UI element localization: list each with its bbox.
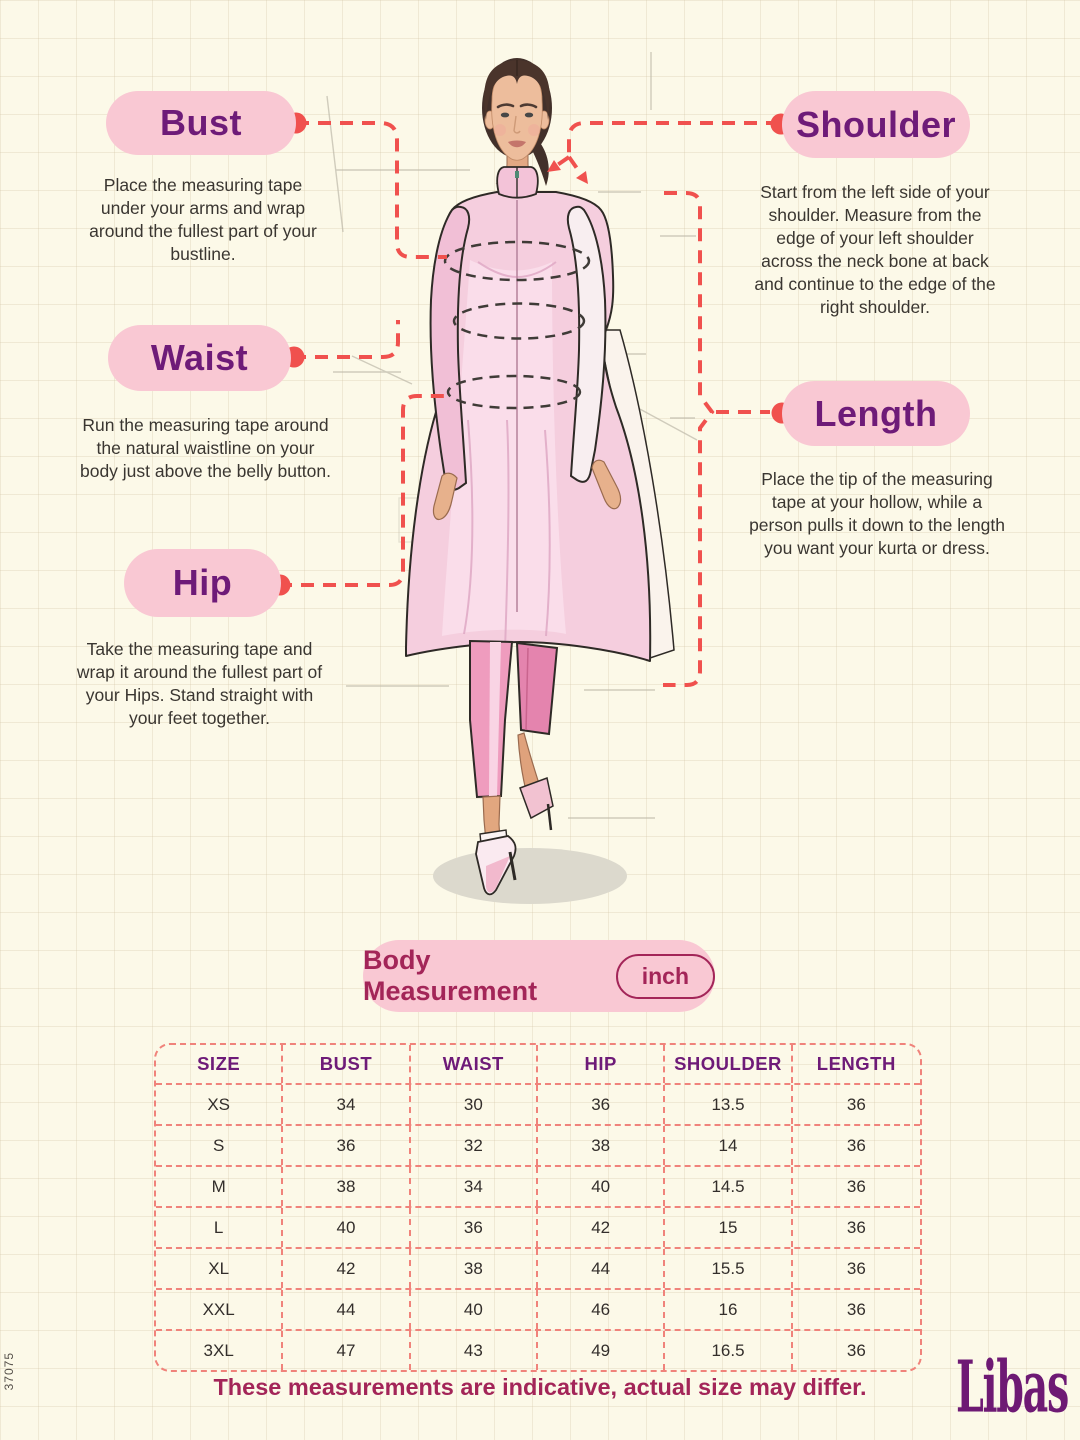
unit-badge-inch: inch: [616, 954, 715, 999]
hip-label: Hip: [172, 562, 233, 603]
table-cell: 38: [538, 1126, 665, 1165]
table-cell: 38: [283, 1167, 410, 1206]
table-cell: 16.5: [665, 1331, 792, 1370]
measurement-ellipses: [445, 242, 589, 408]
table-cell: 36: [846, 1094, 866, 1114]
table-row: [156, 1085, 920, 1126]
table-cell: 14: [665, 1126, 792, 1165]
length-label: Length: [814, 392, 938, 434]
body-measurement-bar: [363, 940, 715, 1012]
kurta-body: [406, 192, 650, 661]
side-code: 37075: [2, 1352, 16, 1391]
table-cell: 44: [538, 1249, 665, 1288]
table-cell: 34: [411, 1167, 538, 1206]
callout-pill-bust: [106, 91, 296, 155]
table-cell: 36: [846, 1258, 866, 1278]
callout-pill-length: [782, 381, 970, 446]
table-row: [156, 1126, 920, 1167]
bust-description: Place the measuring tape under your arms and wrap around the fullest part of your bustline.: [89, 175, 317, 265]
waist-label: Waist: [150, 337, 249, 378]
table-cell: 44: [283, 1290, 410, 1329]
table-row: [156, 1208, 920, 1249]
size-table: [154, 1043, 922, 1372]
length-description: Place the tip of the measuring tape at your hollow, while a person pulls it down to the length you want your kurta or dress.: [749, 469, 1005, 559]
table-header-cell: LENGTH: [816, 1053, 896, 1074]
callout-pill-shoulder: [782, 91, 970, 158]
table-header-cell: BUST: [283, 1045, 410, 1083]
shoulder-arrowheads: [547, 160, 588, 184]
ground-shadow: [433, 848, 627, 904]
hip-ellipse: [448, 376, 580, 408]
table-header-cell: HIP: [538, 1045, 665, 1083]
table-cell: 40: [283, 1208, 410, 1247]
table-cell: 40: [538, 1167, 665, 1206]
table-cell: 36: [411, 1208, 538, 1247]
shoulder-label: Shoulder: [795, 103, 956, 145]
callout-pill-hip: [124, 549, 281, 617]
waist-ellipse: [454, 304, 584, 339]
table-cell: 49: [538, 1331, 665, 1370]
table-cell: 16: [665, 1290, 792, 1329]
table-cell: 36: [846, 1299, 866, 1319]
length-bracket-line: [663, 193, 712, 685]
footer-note: These measurements are indicative, actual size may differ.: [213, 1374, 867, 1400]
table-cell: XL: [156, 1249, 283, 1288]
figure-legs: [470, 641, 557, 894]
table-cell: 42: [283, 1249, 410, 1288]
table-cell: 14.5: [665, 1167, 792, 1206]
table-row: [156, 1249, 920, 1290]
table-cell: 36: [846, 1135, 866, 1155]
table-cell: 3XL: [156, 1331, 283, 1370]
table-cell: 15.5: [665, 1249, 792, 1288]
sketch-marks: [327, 52, 697, 818]
bust-label: Bust: [160, 102, 242, 143]
table-row: [156, 1331, 920, 1370]
table-cell: 30: [411, 1085, 538, 1124]
table-cell: 36: [538, 1085, 665, 1124]
table-cell: 36: [846, 1176, 866, 1196]
shoulder-callout-line: [569, 123, 779, 157]
size-table-grid: [156, 1045, 920, 1370]
table-row: [156, 1167, 920, 1208]
table-cell: 13.5: [665, 1085, 792, 1124]
table-cell: 47: [283, 1331, 410, 1370]
table-cell: 38: [411, 1249, 538, 1288]
table-cell: 34: [283, 1085, 410, 1124]
waist-callout-line: [293, 320, 398, 357]
table-cell: S: [156, 1126, 283, 1165]
table-header-cell: WAIST: [411, 1045, 538, 1083]
hip-description: Take the measuring tape and wrap it around the fullest part of your Hips. Stand straight with your feet together.: [76, 639, 323, 729]
table-header-cell: SHOULDER: [665, 1045, 792, 1083]
table-cell: XXL: [156, 1290, 283, 1329]
waist-description: Run the measuring tape around the natural waistline on your body just above the belly button.: [79, 415, 331, 482]
table-cell: 15: [665, 1208, 792, 1247]
table-cell: 36: [846, 1340, 866, 1360]
table-cell: 43: [411, 1331, 538, 1370]
table-header-row: [156, 1045, 920, 1085]
table-cell: 42: [538, 1208, 665, 1247]
body-measurement-title: Body Measurement: [363, 945, 538, 1006]
callout-lines: [279, 123, 779, 685]
table-cell: 32: [411, 1126, 538, 1165]
callout-pill-waist: [108, 325, 291, 391]
callout-dots: [270, 113, 793, 596]
brand-logo: Libas: [956, 1346, 1068, 1430]
table-cell: L: [156, 1208, 283, 1247]
table-cell: M: [156, 1167, 283, 1206]
table-cell: 36: [283, 1126, 410, 1165]
table-row: [156, 1290, 920, 1331]
table-header-cell: SIZE: [156, 1045, 283, 1083]
table-cell: 36: [846, 1217, 866, 1237]
table-cell: 40: [411, 1290, 538, 1329]
bust-ellipse: [445, 242, 589, 280]
figure-head: [484, 60, 550, 160]
table-cell: 46: [538, 1290, 665, 1329]
table-cell: XS: [156, 1085, 283, 1124]
shoulder-description: Start from the left side of your shoulder. Measure from the edge of your left shoulder across the neck bone at back and continue to the edge of the right shoulder.: [754, 182, 996, 318]
